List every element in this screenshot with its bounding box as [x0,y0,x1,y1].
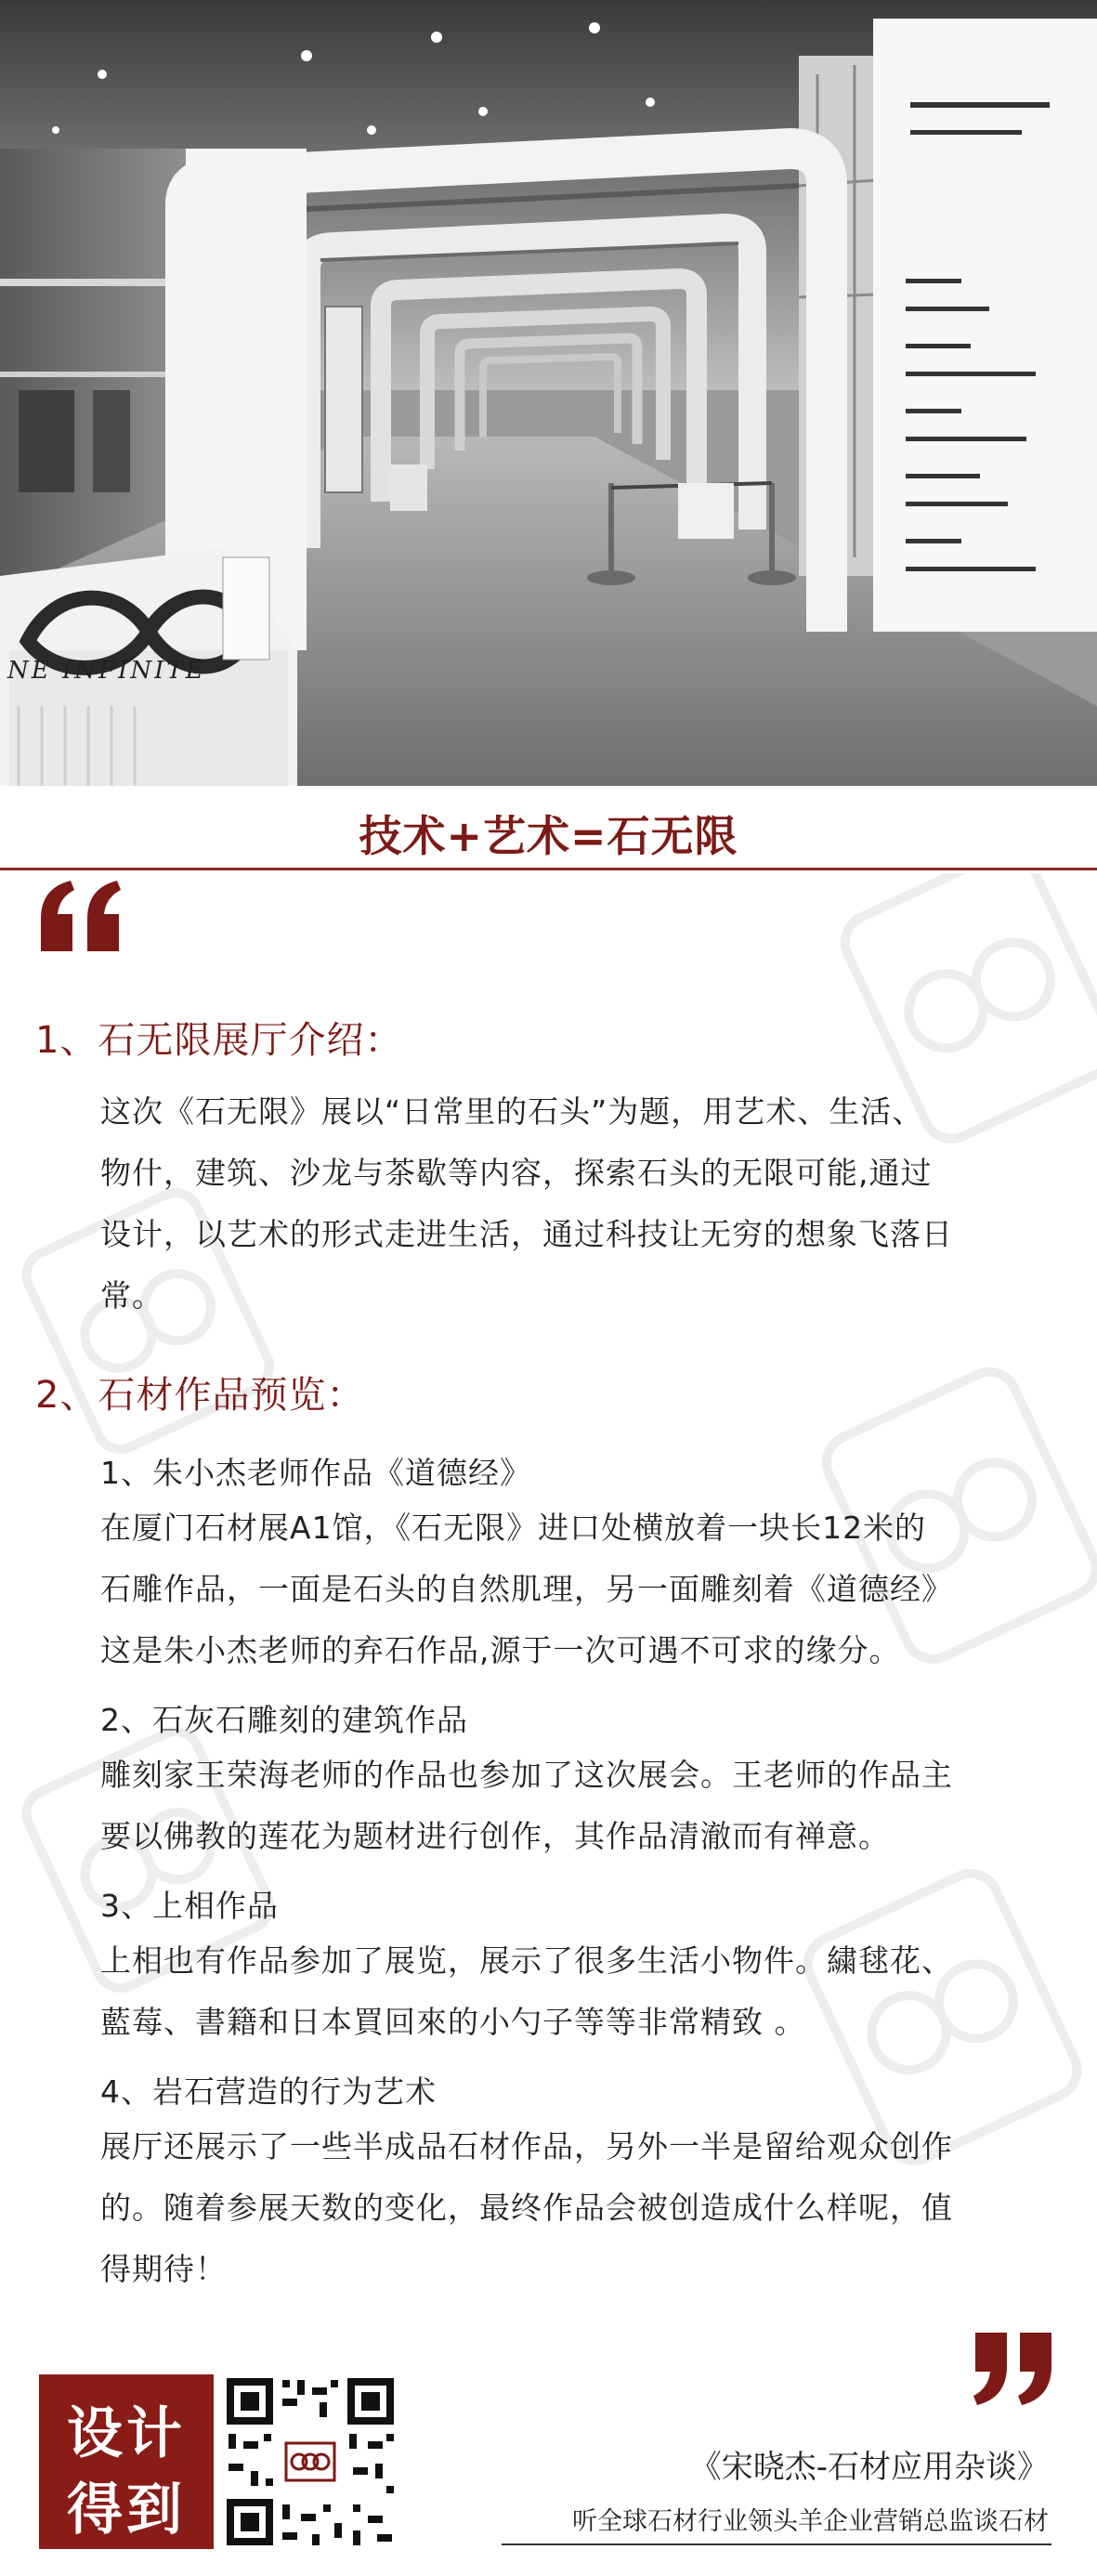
paragraph-line: 得期待！ [100,2251,227,2287]
paragraph-line: 设计，以艺术的形式走进生活，通过科技让无穷的想象飞落日 [100,1216,953,1252]
paragraph-line: 这次《石无限》展以“日常里的石头”为题，用艺术、生活、 [100,1093,924,1130]
open-quote-icon [35,877,128,961]
paragraph-line: 物什，建筑、沙龙与茶歇等内容，探索石头的无限可能,通过 [100,1155,933,1191]
paragraph-line: 在厦门石材展A1馆，《石无限》进口处横放着一块长12米的 [100,1510,927,1546]
brand-ring-text: NE INFINITE [7,657,206,685]
work-item-title: 2、石灰石雕刻的建筑作品 [100,1702,468,1738]
section-heading-intro: 1、石无限展厅介绍： [35,1019,403,1062]
headline-bar [0,786,1097,871]
work-item-paragraph [100,1745,1057,1867]
paragraph-line: 这是朱小杰老师的弃石作品,源于一次可遇不可求的缘分。 [100,1632,901,1668]
page-title: 技术+艺术=石无限 [359,811,738,861]
paragraph-line: 雕刻家王荣海老师的作品也参加了这次展会。王老师的作品主 [100,1757,953,1793]
work-item-paragraph [100,2116,1057,2300]
brand-logo [39,2374,214,2549]
title-divider [0,868,1097,870]
column-title: 《宋晓杰-石材应用杂谈》 [689,2449,1049,2486]
column-subtitle: 听全球石材行业领头羊企业营销总监谈石材 [572,2507,1049,2536]
section-heading-works: 2、石材作品预览： [35,1374,365,1417]
paragraph-line: 常。 [100,1277,163,1314]
paragraph-line: 石雕作品，一面是石头的自然肌理，另一面雕刻着《道德经》 [100,1571,953,1607]
intro-paragraph [100,1081,1057,1327]
work-item-paragraph [100,1930,1057,2053]
logo-text-line: 设计 [67,2401,186,2466]
paragraph-line: 要以佛教的莲花为题材进行创作，其作品清澈而有禅意。 [100,1818,890,1854]
paragraph-line: 展厅还展示了一些半成品石材作品，另外一半是留给观众创作 [100,2128,953,2164]
paragraph-line: 藍莓、書籍和日本買回來的小勺子等等非常精致 。 [100,2004,806,2040]
work-item-title: 3、上相作品 [100,1888,279,1924]
work-item-paragraph [100,1497,1057,1681]
work-item-title: 4、岩石营造的行为艺术 [100,2073,437,2110]
footer-divider [502,2543,1051,2545]
close-quote-icon [966,2327,1059,2411]
logo-text-line: 得到 [67,2478,186,2543]
hero-photo [0,0,1097,786]
qr-code-icon[interactable] [223,2374,398,2549]
work-item-title: 1、朱小杰老师作品《道德经》 [100,1455,531,1491]
paragraph-line: 的。随着参展天数的变化，最终作品会被创造成什么样呢，值 [100,2190,953,2226]
paragraph-line: 上相也有作品参加了展览，展示了很多生活小物件。繍毬花、 [100,1942,953,1979]
exhibition-hall-photo [0,0,1097,786]
